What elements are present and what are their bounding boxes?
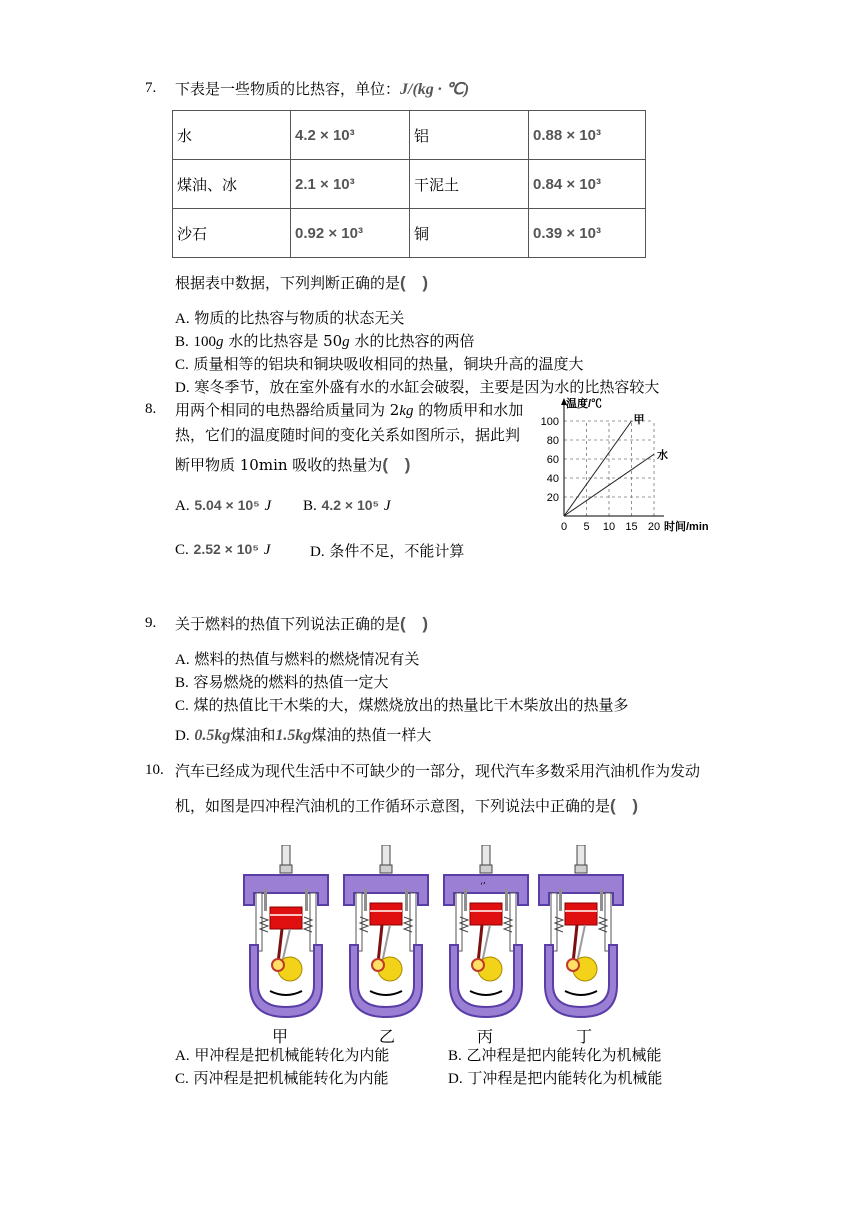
q8-line3: 断甲物质 10min 吸收的热量为( ) [175, 455, 417, 474]
crankcase [350, 945, 422, 1017]
engine-label-ding: 丁 [576, 1027, 593, 1046]
valve-right [505, 889, 508, 911]
q7-option-c[interactable]: C. 质量相等的铝块和铜块吸收相同的热量，铜块升高的温度大 [175, 355, 584, 373]
y-tick-label: 60 [546, 454, 559, 466]
q10-option-a[interactable]: A. 甲冲程是把机械能转化为内能 [175, 1046, 390, 1064]
connecting-rod-1 [478, 925, 482, 963]
cylinder-wall-left [551, 893, 557, 951]
x-tick-label: 0 [560, 521, 568, 533]
q10-number: 10. [145, 762, 164, 778]
connecting-rod-1 [278, 929, 282, 963]
engine-label-jia: 甲 [272, 1027, 289, 1046]
q8-option-b[interactable]: B. 4.2 × 10⁵ J [303, 497, 391, 514]
spark-plug-base [575, 865, 587, 873]
table-row: 煤油、冰 2.1 × 10³ 干泥土 0.84 × 10³ [173, 160, 646, 209]
crankcase [545, 945, 617, 1017]
x-tick-label: 5 [583, 521, 590, 533]
cylinder-wall-right [605, 893, 611, 951]
piston [565, 903, 597, 925]
q8-line2: 热，它们的温度随时间的变化关系如图所示，据此判 [175, 426, 521, 444]
q8-option-a[interactable]: A. 5.04 × 10⁵ J [175, 497, 272, 514]
x-tick-label: 10 [602, 521, 616, 533]
q9-option-c[interactable]: C. 煤的热值比干木柴的大，煤燃烧放出的热量比干木柴放出的热量多 [175, 696, 629, 714]
connecting-rod-1 [573, 925, 577, 963]
q9-option-b[interactable]: B. 容易燃烧的燃料的热值一定大 [175, 673, 389, 691]
q10-option-c[interactable]: C. 丙冲程是把机械能转化为内能 [175, 1069, 389, 1087]
connecting-rod-1 [378, 925, 382, 963]
piston [470, 903, 502, 925]
q8-option-c[interactable]: C. 2.52 × 10⁵ J [175, 541, 271, 558]
valve-left [464, 889, 467, 911]
spark-plug [382, 845, 390, 867]
cylinder-wall-left [256, 893, 262, 951]
spark-plug-base [480, 865, 492, 873]
x-tick-label: 20 [647, 521, 661, 533]
q9-option-d[interactable]: D. 0.5kg煤油和1.5kg煤油的热值一样大 [175, 726, 432, 744]
spark-plug [577, 845, 585, 867]
series-label: 水 [657, 449, 668, 462]
crank-pin [272, 959, 284, 971]
cylinder-wall-right [510, 893, 516, 951]
cylinder-wall-left [356, 893, 362, 951]
spark-plug [482, 845, 490, 867]
cylinder-wall-right [310, 893, 316, 951]
valve-right [405, 889, 408, 911]
spark-plug-base [380, 865, 392, 873]
rotation-arrow [270, 991, 302, 995]
q7-option-a[interactable]: A. 物质的比热容与物质的状态无关 [175, 309, 405, 327]
q7-option-d[interactable]: D. 寒冬季节，放在室外盛有水的水缸会破裂，主要是因为水的比热容较大 [175, 378, 660, 396]
y-tick-label: 80 [546, 435, 559, 447]
series-line-water [564, 454, 654, 516]
rotation-arrow [370, 991, 402, 995]
y-tick-label: 100 [540, 416, 559, 428]
valve-right [305, 889, 308, 911]
q7-option-b[interactable]: B. 100g 水的比热容是 50g 水的比热容的两倍 [175, 332, 475, 350]
piston [370, 903, 402, 925]
crank-pin [372, 959, 384, 971]
table-row: 沙石 0.92 × 10³ 铜 0.39 × 10³ [173, 209, 646, 258]
q9-number: 9. [145, 615, 157, 631]
temperature-time-chart [530, 392, 730, 542]
valve-left [364, 889, 367, 911]
q8-number: 8. [145, 401, 157, 417]
q10-option-d[interactable]: D. 丁冲程是把内能转化为机械能 [448, 1069, 663, 1087]
q10-line2: 机，如图是四冲程汽油机的工作循环示意图，下列说法中正确的是( ) [175, 796, 645, 815]
series-line-jia [564, 421, 632, 516]
engine-diagram [340, 845, 432, 1020]
cylinder-wall-right [410, 893, 416, 951]
valve-left [264, 889, 267, 911]
q8-option-d[interactable]: D. 条件不足，不能计算 [310, 542, 465, 560]
spark-mark: ‘’ [480, 882, 486, 892]
rotation-arrow [470, 991, 502, 995]
spark-plug-base [280, 865, 292, 873]
y-tick-label: 40 [546, 473, 559, 485]
engine-stroke-diagrams [240, 845, 620, 1020]
q7-stem: 下表是一些物质的比热容，单位：J/(kg · ℃) [175, 80, 470, 98]
rotation-arrow [565, 991, 597, 995]
q10-option-b[interactable]: B. 乙冲程是把内能转化为机械能 [448, 1046, 662, 1064]
q7-prompt: 根据表中数据，下列判断正确的是( ) [175, 273, 435, 292]
engine-label-bing: 丙 [477, 1027, 494, 1046]
crank-pin [472, 959, 484, 971]
engine-diagram [240, 845, 332, 1020]
x-tick-label: 15 [625, 521, 638, 533]
series-label: 甲 [633, 414, 645, 426]
x-axis-label: 时间/min [664, 521, 709, 533]
table-row: 水 4.2 × 10³ 铝 0.88 × 10³ [173, 111, 646, 160]
y-axis-label: 温度/℃ [566, 398, 603, 410]
q9-option-a[interactable]: A. 燃料的热值与燃料的燃烧情况有关 [175, 650, 420, 668]
y-tick-label: 20 [546, 492, 559, 504]
piston [270, 907, 302, 929]
engine-diagram [440, 845, 532, 1020]
valve-left [559, 889, 562, 911]
specific-heat-table [172, 110, 646, 258]
q9-stem: 关于燃料的热值下列说法正确的是( ) [175, 614, 435, 633]
crank-pin [567, 959, 579, 971]
crankcase [250, 945, 322, 1017]
q10-line1: 汽车已经成为现代生活中不可缺少的一部分，现代汽车多数采用汽油机作为发动 [175, 762, 701, 780]
engine-diagram [535, 845, 627, 1020]
q7-number: 7. [145, 80, 157, 96]
crankcase [450, 945, 522, 1017]
cylinder-wall-left [456, 893, 462, 951]
engine-label-yi: 乙 [379, 1027, 396, 1046]
valve-right [600, 889, 603, 911]
q8-line1: 用两个相同的电热器给质量同为 2kg 的物质甲和水加 [175, 401, 524, 419]
spark-plug [282, 845, 290, 867]
